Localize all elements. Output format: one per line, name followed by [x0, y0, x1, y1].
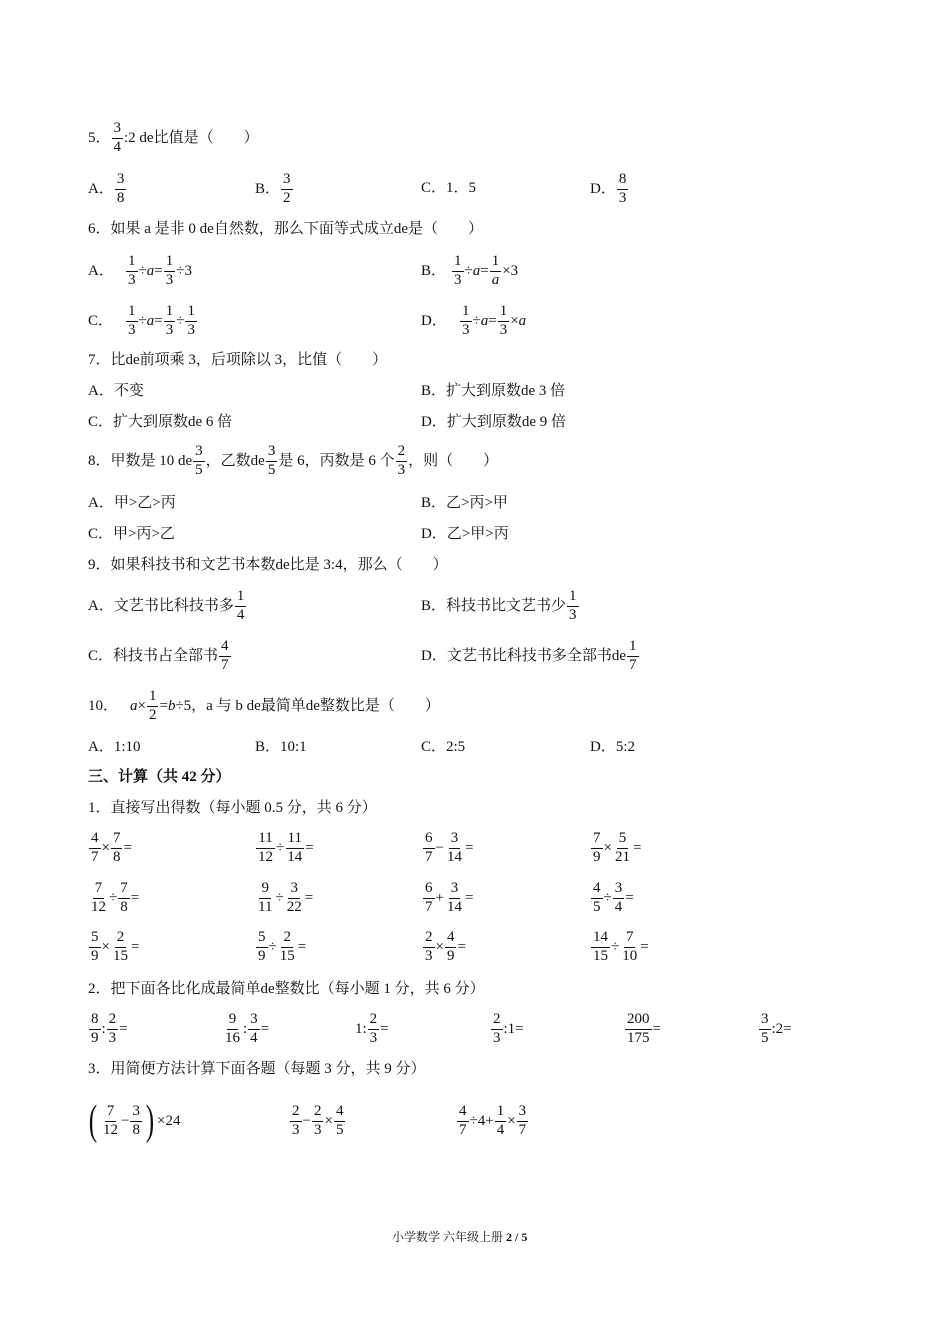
q10-option-d: D．5:2	[590, 739, 636, 755]
question-10-stem: 10． a × $\frac{1}{2}$ = b ÷5， a 与 b de最简单de整数比是（ ）	[88, 688, 440, 723]
q7-option-c: C．扩大到原数de 6 倍	[88, 414, 233, 430]
q6-option-d: D． $\frac{1}{3}$ ÷ a = $\frac{1}{3}$ × a	[421, 303, 527, 338]
calc-item: $\frac{14}{15}$ ÷ $\frac{7}{10}$ =	[593, 929, 649, 964]
simplify-expression-1: ( $\frac{7}{12}$ − $\frac{3}{8}$ ) × 24	[88, 1098, 181, 1144]
q6-option-a: A． $\frac{1}{3}$ ÷ a = $\frac{1}{3}$ ÷ 3	[88, 253, 192, 288]
q8-option-c: C．甲>丙>乙	[88, 526, 175, 542]
calc-item: $\frac{4}{7}$ × $\frac{7}{8}$ =	[91, 830, 132, 865]
calc-item: $\frac{7}{12}$ ÷ $\frac{7}{8}$ =	[91, 880, 140, 915]
section-title: 三、计算（共 42 分）	[88, 769, 231, 785]
calc-item: $\frac{11}{12}$ ÷ $\frac{11}{14}$ =	[258, 830, 314, 865]
calc-item: $\frac{9}{11}$ ÷ $\frac{3}{22}$ =	[258, 880, 314, 915]
fraction: $\frac{3}{4}$	[113, 120, 122, 155]
ratio-item: $\frac{9}{16}$ : $\frac{3}{4}$ =	[225, 1011, 270, 1046]
calc-item: $\frac{6}{7}$ − $\frac{3}{14}$ =	[425, 830, 474, 865]
q8-option-d: D．乙>甲>丙	[421, 526, 509, 542]
calc-item: $\frac{5}{9}$ ÷ $\frac{2}{15}$ =	[258, 929, 307, 964]
simplify-expression-2: $\frac{2}{3}$ − $\frac{2}{3}$ × $\frac{4}{5}$	[292, 1103, 344, 1138]
page-number: 2 / 5	[506, 1230, 528, 1244]
question-8-stem: 8．甲数是 10 de $\frac{3}{5}$ ，乙数de $\frac{3}{5}$ 是 6，丙数是 6 个 $\frac{2}{3}$ ，则（ ）	[88, 443, 499, 478]
calc-item: $\frac{5}{9}$ × $\frac{2}{15}$ =	[91, 929, 140, 964]
q6-option-b: B． $\frac{1}{3}$ ÷ a = $\frac{1}{a}$ × 3	[421, 253, 519, 288]
q7-option-b: B．扩大到原数de 3 倍	[421, 383, 566, 399]
q5-option-b: B． $\frac{3}{2}$	[255, 171, 291, 206]
q10-option-a: A．1:10	[88, 739, 141, 755]
calc-item: $\frac{7}{9}$ × $\frac{5}{21}$ =	[593, 830, 642, 865]
calc-1-title: 1．直接写出得数（每小题 0.5 分，共 6 分）	[88, 800, 377, 816]
calc-item: $\frac{2}{3}$ × $\frac{4}{9}$ =	[425, 929, 466, 964]
question-7-stem: 7．比de前项乘 3，后项除以 3，比值（ ）	[88, 352, 388, 368]
q9-option-a: A．文艺书比科技书多 $\frac{1}{4}$	[88, 588, 245, 623]
q6-option-c: C． $\frac{1}{3}$ ÷ a = $\frac{1}{3}$ ÷ $\frac{1}{3}$	[88, 303, 195, 338]
q7-option-a: A．不变	[88, 383, 144, 399]
question-9-stem: 9．如果科技书和文艺书本数de比是 3:4，那么（ ）	[88, 557, 448, 573]
question-text: :2 de比值是（ ）	[124, 129, 259, 146]
q5-option-d: D． $\frac{8}{3}$	[590, 171, 627, 206]
q8-option-b: B．乙>丙>甲	[421, 495, 508, 511]
q5-option-a: A． $\frac{3}{8}$	[88, 171, 125, 206]
calc-item: $\frac{6}{7}$ + $\frac{3}{14}$ =	[425, 880, 474, 915]
q10-option-c: C．2:5	[421, 739, 466, 755]
q10-option-b: B．10:1	[255, 739, 307, 755]
ratio-item: $\frac{3}{5}$ :2=	[761, 1011, 792, 1046]
ratio-item: $\frac{2}{3}$ :1=	[493, 1011, 524, 1046]
q5-option-c: C． 1．5	[421, 180, 477, 196]
question-6-stem: 6．如果 a 是非 0 de自然数，那么下面等式成立de是（ ）	[88, 221, 483, 237]
page-footer: 小学数学 六年级上册 2 / 5	[392, 1230, 528, 1244]
question-number: 5．	[88, 129, 111, 146]
calc-3-title: 3．用简便方法计算下面各题（每题 3 分，共 9 分）	[88, 1061, 426, 1077]
ratio-item: $\frac{200}{175}$ =	[627, 1011, 661, 1046]
question-5	[88, 121, 259, 156]
calc-2-title: 2．把下面各比化成最简单de整数比（每小题 1 分，共 6 分）	[88, 981, 485, 997]
calc-item: $\frac{4}{5}$ ÷ $\frac{3}{4}$ =	[593, 880, 634, 915]
q8-option-a: A．甲>乙>丙	[88, 495, 176, 511]
q7-option-d: D．扩大到原数de 9 倍	[421, 414, 566, 430]
q9-option-b: B．科技书比文艺书少 $\frac{1}{3}$	[421, 588, 577, 623]
ratio-item: 1 : $\frac{2}{3}$ =	[355, 1011, 389, 1046]
ratio-item: $\frac{8}{9}$ : $\frac{2}{3}$ =	[91, 1011, 128, 1046]
q9-option-d: D．文艺书比科技书多全部书de $\frac{1}{7}$	[421, 638, 637, 673]
q9-option-c: C．科技书占全部书 $\frac{4}{7}$	[88, 638, 229, 673]
simplify-expression-3: $\frac{4}{7}$ ÷ 4 + $\frac{1}{4}$ × $\frac{3}{7}$	[459, 1103, 527, 1138]
